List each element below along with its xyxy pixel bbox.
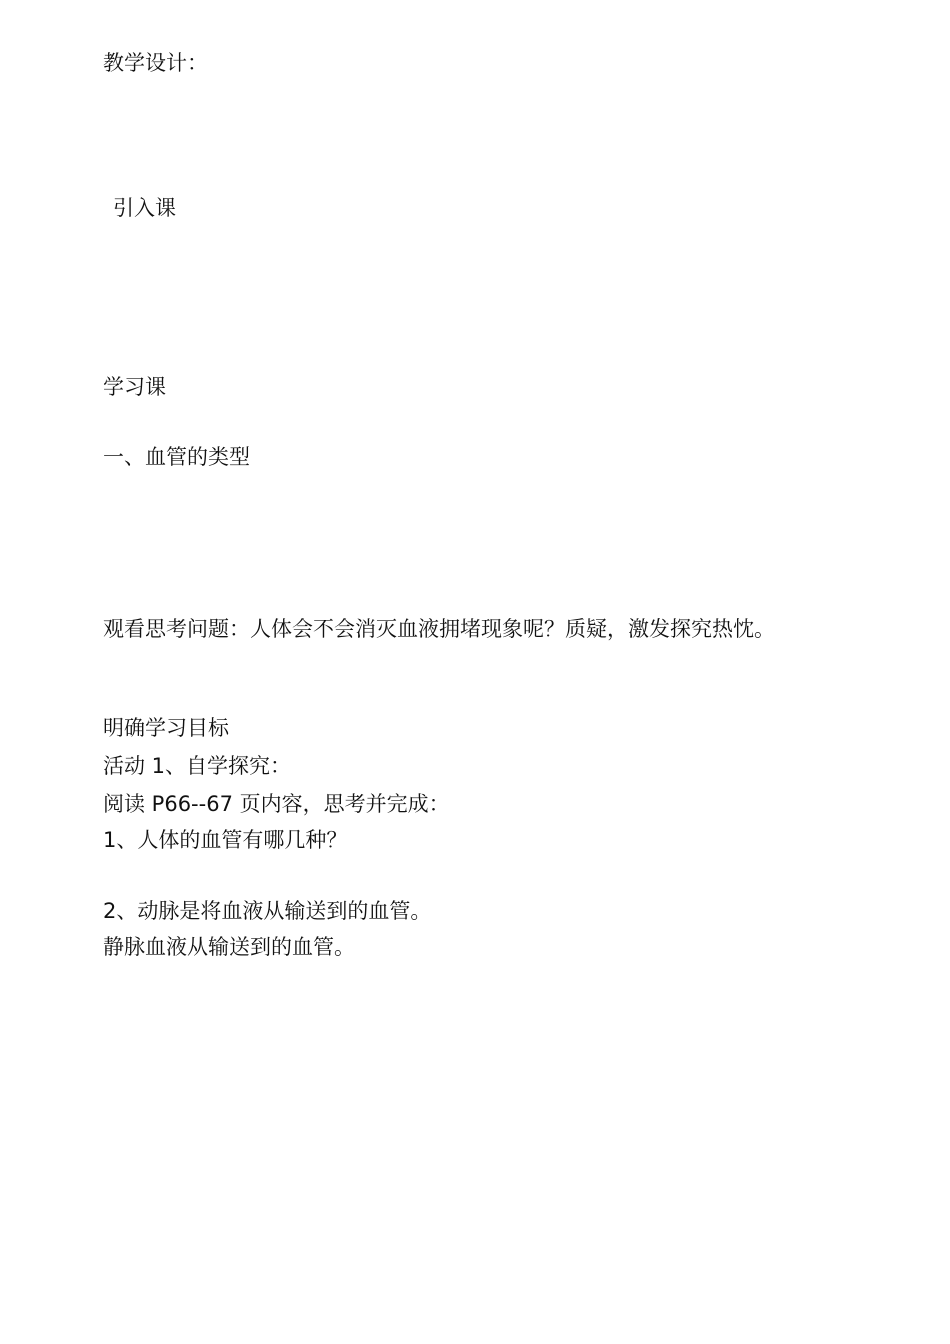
line-reading-task: 阅读 P66--67 页内容，思考并完成： xyxy=(103,792,450,816)
line-activity-1: 活动 1、自学探究： xyxy=(103,754,292,778)
heading-teaching-design: 教学设计： xyxy=(103,51,208,75)
line-learning-goals: 明确学习目标 xyxy=(103,716,229,740)
question-2-vein: 静脉血液从输送到的血管。 xyxy=(103,935,355,959)
paragraph-think-question: 观看思考问题：人体会不会消灭血液拥堵现象呢？质疑，激发探究热忱。 xyxy=(103,617,775,641)
section-study-lesson: 学习课 xyxy=(103,375,166,399)
subheading-vessel-types: 一、血管的类型 xyxy=(103,445,250,469)
question-1: 1、人体的血管有哪几种？ xyxy=(103,828,348,852)
section-intro-lesson: 引入课 xyxy=(113,196,176,220)
question-2-artery: 2、动脉是将血液从输送到的血管。 xyxy=(103,899,432,923)
